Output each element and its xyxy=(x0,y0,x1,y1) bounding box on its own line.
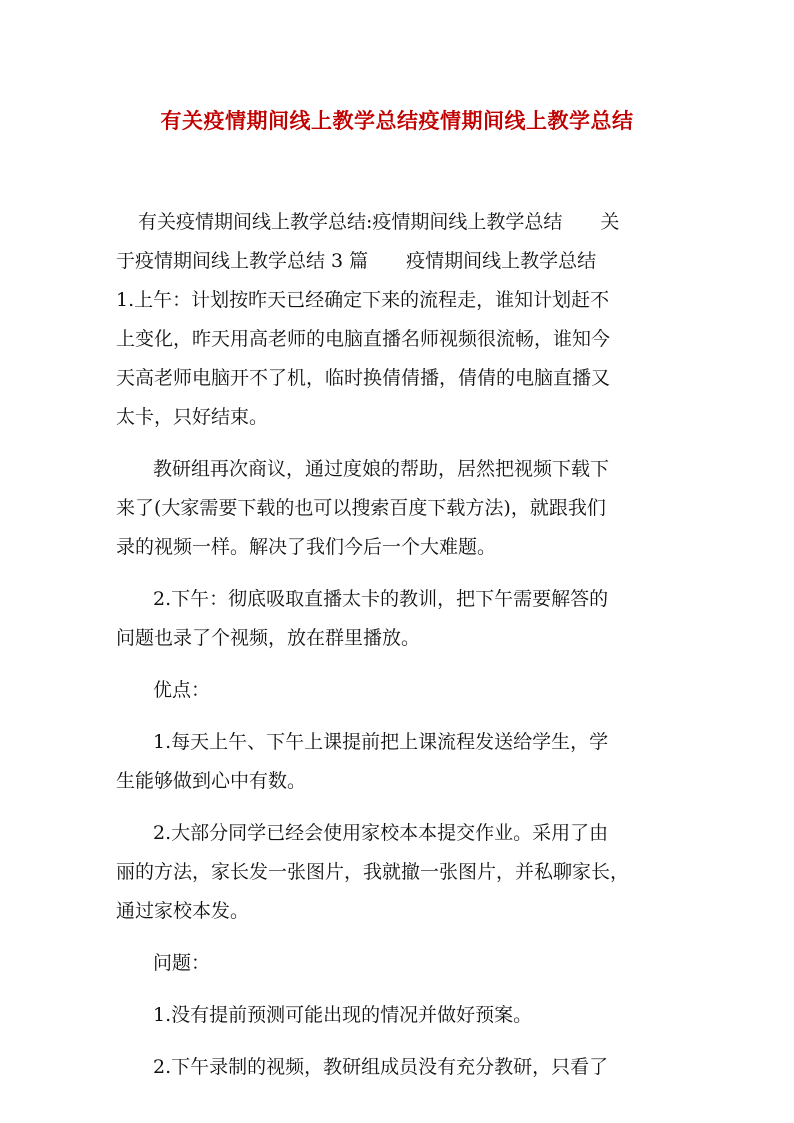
text-line: 2.下午录制的视频，教研组成员没有充分教研，只看了 xyxy=(153,1056,609,1078)
text-line: 有关疫情期间线上教学总结:疫情期间线上教学总结 关 xyxy=(138,211,620,233)
text-line: 来了(大家需要下载的也可以搜索百度下载方法)，就跟我们 xyxy=(116,497,606,519)
paragraph-advantage-1 xyxy=(116,723,674,801)
text-line: 天高老师电脑开不了机，临时换倩倩播，倩倩的电脑直播又 xyxy=(116,367,611,389)
document-body xyxy=(116,203,674,1087)
text-line: 问题也录了个视频，放在群里播放。 xyxy=(116,627,421,649)
paragraph-afternoon xyxy=(116,580,674,658)
text-line: 太卡，只好结束。 xyxy=(116,406,269,428)
paragraph-advantage-2 xyxy=(116,814,674,931)
text-line: 1.上午：计划按昨天已经确定下来的流程走，谁知计划赶不 xyxy=(116,289,610,311)
text-line: 1.每天上午、下午上课提前把上课流程发送给学生，学 xyxy=(153,731,609,753)
document-title: 有关疫情期间线上教学总结疫情期间线上教学总结 xyxy=(160,108,634,133)
text-line: 上变化，昨天用高老师的电脑直播名师视频很流畅，谁知今 xyxy=(116,328,611,350)
text-line: 通过家校本发。 xyxy=(116,900,250,922)
section-heading-problems xyxy=(116,944,674,983)
text-line: 优点： xyxy=(153,679,211,701)
section-heading-advantages xyxy=(116,671,674,710)
paragraph-problem-2 xyxy=(116,1048,674,1087)
text-line: 丽的方法，家长发一张图片，我就撤一张图片，并私聊家长， xyxy=(116,861,630,883)
text-line: 2.下午：彻底吸取直播太卡的教训，把下午需要解答的 xyxy=(153,588,609,610)
text-line: 问题： xyxy=(153,952,211,974)
paragraph-discussion xyxy=(116,450,674,567)
text-line: 于疫情期间线上教学总结 3 篇 疫情期间线上教学总结 xyxy=(116,250,597,272)
paragraph-intro xyxy=(116,203,674,437)
text-line: 教研组再次商议，通过度娘的帮助，居然把视频下载下 xyxy=(153,458,610,480)
paragraph-problem-1 xyxy=(116,996,674,1035)
text-line: 录的视频一样。解决了我们今后一个大难题。 xyxy=(116,536,497,558)
text-line: 生能够做到心中有数。 xyxy=(116,770,307,792)
text-line: 2.大部分同学已经会使用家校本本提交作业。采用了由 xyxy=(153,822,609,844)
text-line: 1.没有提前预测可能出现的情况并做好预案。 xyxy=(153,1004,533,1026)
